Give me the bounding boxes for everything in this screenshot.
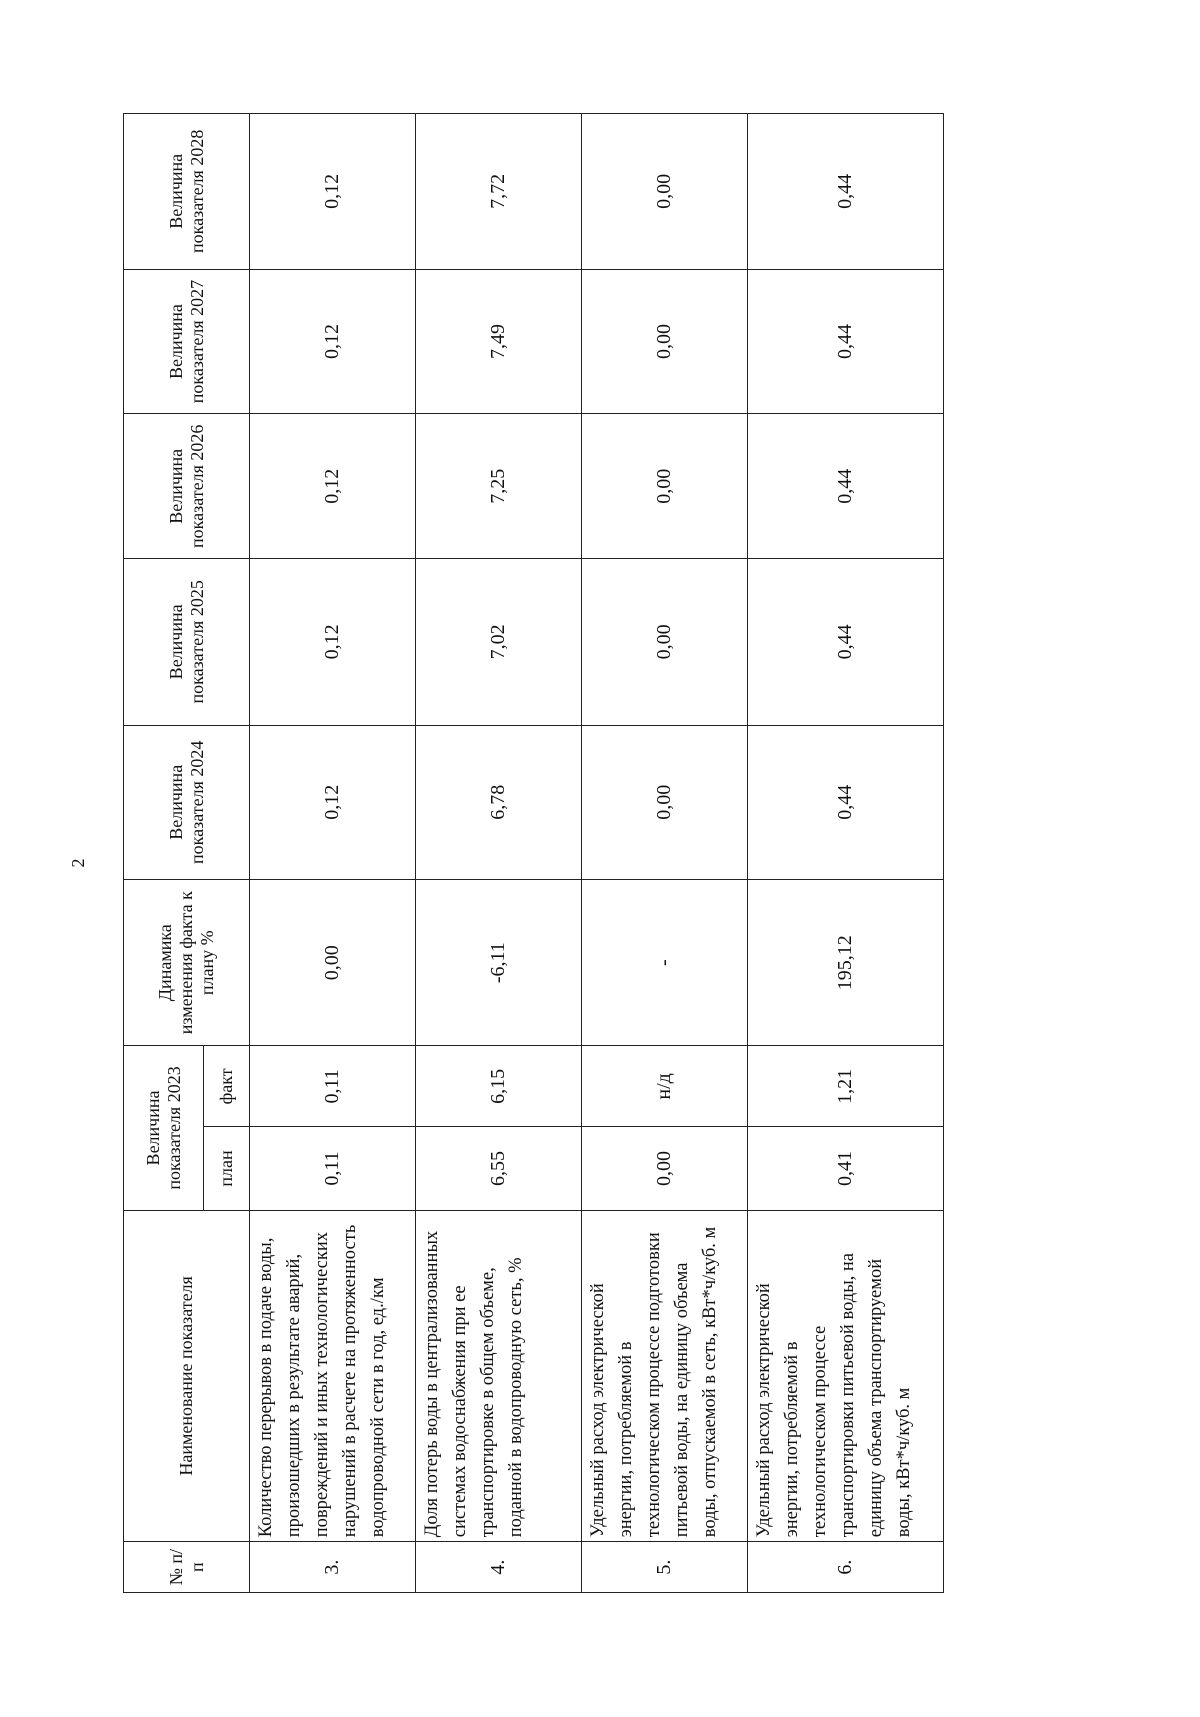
cell-2025: 0,00 (582, 559, 748, 725)
cell-2024: 6,78 (416, 725, 582, 879)
cell-name: Удельный расход электрической энергии, потребляемой в технологическом процессе подготовки питьевой воды, на единицу объема воды, отпускаемой в сеть, кВт*ч/куб. м (582, 1210, 748, 1542)
cell-name: Удельный расход электрической энергии, потребляемой в технологическом процессе транспортировки питьевой воды, на единицу объема транспортируемой воды, кВт*ч/куб. м (748, 1210, 944, 1542)
cell-2026: 0,00 (582, 414, 748, 559)
header-2023: Величина показателя 2023 (124, 1046, 204, 1210)
header-plan: план (204, 1127, 250, 1210)
cell-2025: 0,12 (250, 559, 416, 725)
header-num: № п/п (124, 1542, 250, 1593)
cell-2027: 0,44 (748, 269, 944, 414)
page-number: 2 (68, 858, 88, 868)
cell-2027: 7,49 (416, 269, 582, 414)
cell-2026: 7,25 (416, 414, 582, 559)
header-2026: Величина показателя 2026 (124, 414, 250, 559)
cell-2028: 0,44 (748, 114, 944, 270)
cell-num: 5. (582, 1542, 748, 1593)
cell-plan: 0,41 (748, 1127, 944, 1210)
indicators-table (123, 113, 944, 1593)
cell-dynamics: - (582, 880, 748, 1046)
cell-num: 4. (416, 1542, 582, 1593)
cell-2025: 0,44 (748, 559, 944, 725)
table-row (416, 114, 582, 1593)
cell-plan: 0,00 (582, 1127, 748, 1210)
cell-num: 6. (748, 1542, 944, 1593)
cell-2027: 0,00 (582, 269, 748, 414)
table-row (250, 114, 416, 1593)
cell-2025: 7,02 (416, 559, 582, 725)
header-dynamics: Динамика изменения факта к плану % (124, 880, 250, 1046)
header-name: Наименование показателя (124, 1210, 250, 1542)
table-row (582, 114, 748, 1593)
cell-2028: 0,12 (250, 114, 416, 270)
cell-2028: 7,72 (416, 114, 582, 270)
cell-dynamics: 195,12 (748, 880, 944, 1046)
cell-fact: 6,15 (416, 1046, 582, 1127)
cell-dynamics: 0,00 (250, 880, 416, 1046)
cell-2024: 0,00 (582, 725, 748, 879)
cell-fact: н/д (582, 1046, 748, 1127)
cell-name: Доля потерь воды в централизованных системах водоснабжения при ее транспортировке в общем объеме, поданной в водопроводную сеть, % (416, 1210, 582, 1542)
cell-name: Количество перерывов в подаче воды, произошедших в результате аварий, повреждений и иных технологических нарушений в расчете на протяженность водопроводной сети в год, ед./км (250, 1210, 416, 1542)
cell-2024: 0,12 (250, 725, 416, 879)
cell-plan: 0,11 (250, 1127, 416, 1210)
cell-2027: 0,12 (250, 269, 416, 414)
header-2028: Величина показателя 2028 (124, 114, 250, 270)
header-2027: Величина показателя 2027 (124, 269, 250, 414)
cell-plan: 6,55 (416, 1127, 582, 1210)
header-2024: Величина показателя 2024 (124, 725, 250, 879)
cell-2024: 0,44 (748, 725, 944, 879)
header-2025: Величина показателя 2025 (124, 559, 250, 725)
cell-2026: 0,12 (250, 414, 416, 559)
header-fact: факт (204, 1046, 250, 1127)
cell-fact: 1,21 (748, 1046, 944, 1127)
cell-fact: 0,11 (250, 1046, 416, 1127)
rotated-table-container (123, 113, 943, 1593)
table-row (748, 114, 944, 1593)
cell-num: 3. (250, 1542, 416, 1593)
cell-2028: 0,00 (582, 114, 748, 270)
cell-dynamics: -6,11 (416, 880, 582, 1046)
cell-2026: 0,44 (748, 414, 944, 559)
